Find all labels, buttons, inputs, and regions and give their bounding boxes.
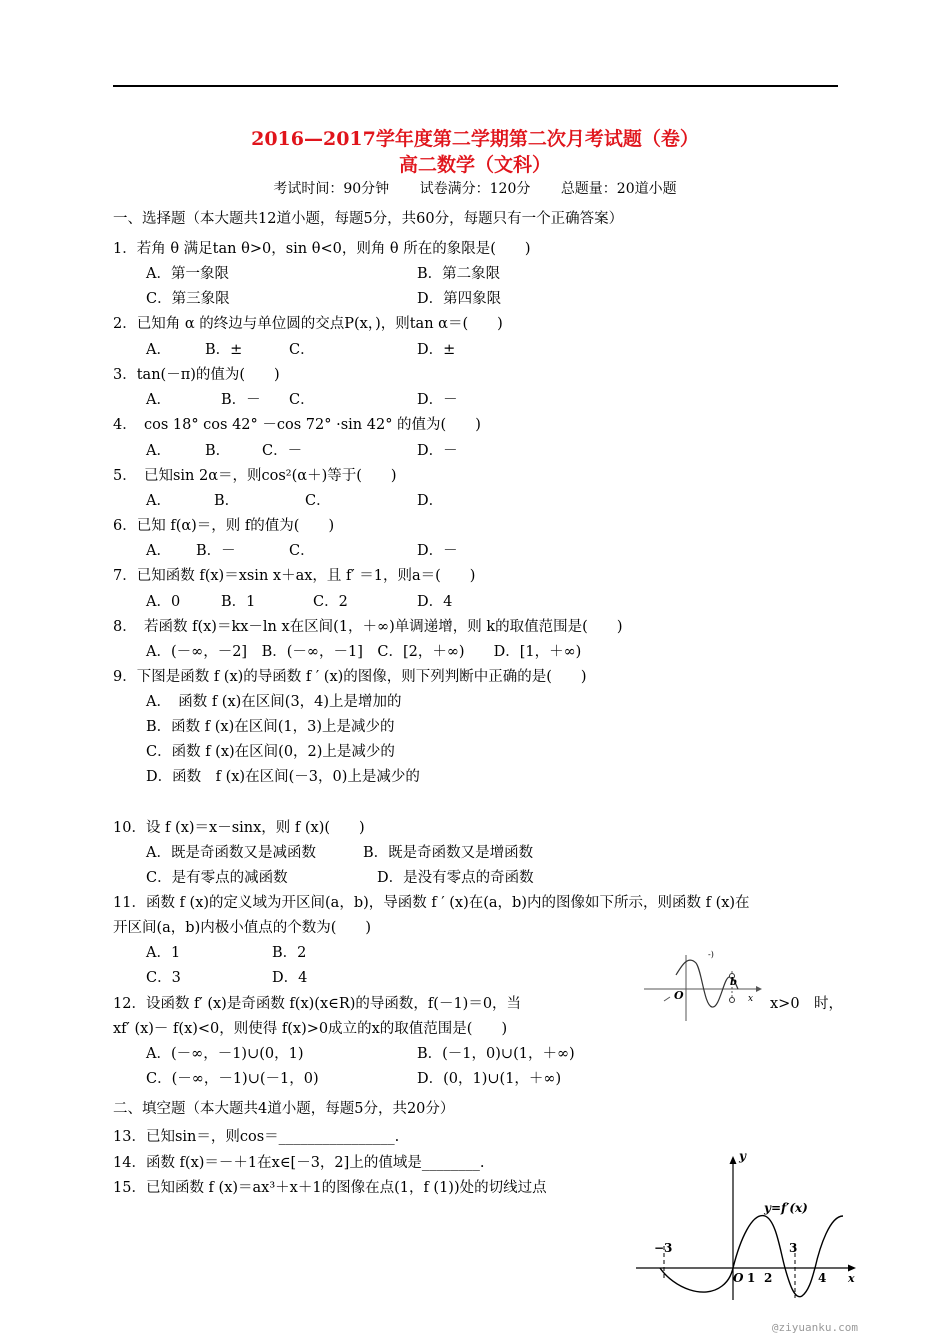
q1-option-b: B．第二象限 xyxy=(417,266,501,282)
question-11: 11．函数 f (x)的定义域为开区间(a，b)，导函数 f ′ (x)在(a，b)内的图像如下所示，则函数 f (x)在 xyxy=(113,895,750,911)
q11-left-tick xyxy=(664,997,670,1001)
exam-title: 2016—2017学年度第二学期第二次月考试题（卷） xyxy=(251,128,699,150)
exam-info xyxy=(0,178,950,198)
q2-option-c: C． xyxy=(289,342,315,358)
q9-option-b: B．函数 f (x)在区间(1，3)上是减少的 xyxy=(146,719,395,735)
question-8: 8． 若函数 f(x)＝kx－ln x在区间(1，＋∞)单调递增，则 k的取值范围是( ) xyxy=(113,619,623,635)
q7-option-d: D．4 xyxy=(417,594,453,610)
q5-option-a: A． xyxy=(146,493,171,509)
question-4: 4． cos 18° cos 42° －cos 72° ·sin 42° 的值为( ) xyxy=(113,417,481,433)
q11-option-c: C．3 xyxy=(146,970,181,986)
question-6: 6．已知 f(α)＝，则 f的值为( ) xyxy=(113,518,335,534)
section-2-heading: 二、填空题（本大题共4道小题，每题5分，共20分） xyxy=(113,1101,455,1117)
question-12: 12．设函数 f′ (x)是奇函数 f(x)(x∈R)的导函数，f(－1)＝0，当 xyxy=(113,996,522,1012)
question-2: 2．已知角 α 的终边与单位圆的交点P(x，)，则tan α＝( ) xyxy=(113,316,503,332)
question-5: 5． 已知sin 2α＝，则cos²(α＋)等于( ) xyxy=(113,468,397,484)
question-10: 10．设 f (x)＝x－sinx，则 f (x)( ) xyxy=(113,820,365,836)
q11-derivative-graph xyxy=(640,945,770,1025)
q9-option-d: D．函数 f (x)在区间(－3，0)上是减少的 xyxy=(146,769,420,785)
q11-top-label: -) xyxy=(708,950,714,959)
q10-option-c: C．是有零点的减函数 xyxy=(146,870,288,886)
q7-option-c: C．2 xyxy=(313,594,348,610)
q5-option-c: C． xyxy=(305,493,331,509)
question-11-cont: 开区间(a，b)内极小值点的个数为( ) xyxy=(113,920,372,936)
tick-4: 4 xyxy=(818,1271,827,1285)
q1-option-c: C．第三象限 xyxy=(146,291,230,307)
q3-option-d: D．－ xyxy=(417,392,458,408)
q10-option-a: A．既是奇函数又是减函数 xyxy=(146,845,316,861)
question-1: 1．若角 θ 满足tan θ>0，sin θ<0，则角 θ 所在的象限是( ) xyxy=(113,241,531,257)
q4-option-c: C．－ xyxy=(262,443,303,459)
q11-x-arrow xyxy=(756,986,762,992)
q12-option-d: D．(0，1)∪(1，＋∞) xyxy=(417,1071,562,1087)
q11-b-label: b xyxy=(730,977,737,988)
question-9: 9．下图是函数 f (x)的导函数 f ′ (x)的图像，则下列判断中正确的是( ) xyxy=(113,669,587,685)
q2-option-a: A． xyxy=(146,342,171,358)
q11-option-d: D．4 xyxy=(272,970,308,986)
q2-option-b: B．± xyxy=(205,342,243,358)
q12-option-c: C．(－∞，－1)∪(－1，0) xyxy=(146,1071,319,1087)
y-axis-arrow xyxy=(730,1156,737,1164)
watermark: @ziyuanku.com xyxy=(771,1321,858,1334)
q11-open-point-bottom xyxy=(730,998,735,1003)
q11-x-label: x xyxy=(748,994,754,1004)
q3-option-c: C． xyxy=(289,392,315,408)
exam-subtitle: 高二数学（文科） xyxy=(398,154,551,176)
q1-option-d: D．第四象限 xyxy=(417,291,502,307)
question-12-cont: xf′ (x)－ f(x)<0，则使得 f(x)>0成立的x的取值范围是( ) xyxy=(113,1021,508,1037)
question-14: 14．函数 f(x)＝－＋1在x∈[－3，2]上的值域是________. xyxy=(113,1155,485,1171)
q4-option-d: D．－ xyxy=(417,443,458,459)
q8-options: A．(－∞，－2] B．(－∞，－1] C．[2，＋∞) D．[1，＋∞) xyxy=(146,644,582,660)
tick-1: 1 xyxy=(747,1271,756,1285)
q10-option-d: D．是没有零点的奇函数 xyxy=(377,870,534,886)
x-axis-label: x xyxy=(848,1272,855,1285)
q9-derivative-graph xyxy=(630,1150,865,1310)
tick-minus-3: −3 xyxy=(654,1241,673,1255)
q5-option-d: D． xyxy=(417,493,444,509)
y-axis-label: y xyxy=(739,1150,746,1163)
question-3: 3．tan(－π)的值为( ) xyxy=(113,367,280,383)
q6-option-d: D．－ xyxy=(417,543,458,559)
q12-option-a: A．(－∞，－1)∪(0，1) xyxy=(146,1046,304,1062)
section-1-heading: 一、选择题（本大题共12道小题，每题5分，共60分，每题只有一个正确答案） xyxy=(113,211,624,227)
q2-option-d: D．± xyxy=(417,342,456,358)
total-questions: 总题量：20道小题 xyxy=(560,181,677,197)
q1-option-a: A．第一象限 xyxy=(146,266,229,282)
q6-option-a: A． xyxy=(146,543,171,559)
q6-option-b: B．－ xyxy=(196,543,236,559)
q11-option-b: B．2 xyxy=(272,945,307,961)
question-13: 13．已知sin＝，则cos＝________________. xyxy=(113,1129,400,1145)
tick-2: 2 xyxy=(764,1271,773,1285)
q5-option-b: B． xyxy=(214,493,240,509)
q9-option-a: A． 函数 f (x)在区间(3，4)上是增加的 xyxy=(146,694,402,710)
x-axis-arrow xyxy=(848,1265,856,1272)
curve-label: y=f′(x) xyxy=(764,1201,808,1215)
q12-option-b: B．(－1，0)∪(1，＋∞) xyxy=(417,1046,575,1062)
question-7: 7．已知函数 f(x)＝xsin x＋ax，且 f′ ＝1，则a＝( ) xyxy=(113,568,476,584)
origin-label: O xyxy=(733,1271,744,1285)
q11-origin-label: O xyxy=(674,989,684,1002)
q4-option-a: A． xyxy=(146,443,171,459)
q3-option-b: B．－ xyxy=(221,392,261,408)
q9-option-c: C．函数 f (x)在区间(0，2)上是减少的 xyxy=(146,744,395,760)
question-12-tail: x>0 时， xyxy=(770,996,844,1012)
q11-curve xyxy=(676,960,738,1007)
question-15: 15．已知函数 f (x)＝ax³＋x＋1的图像在点(1，f (1))处的切线过点 xyxy=(113,1180,547,1196)
q6-option-c: C． xyxy=(289,543,315,559)
q4-option-b: B． xyxy=(205,443,231,459)
tick-3: 3 xyxy=(789,1241,798,1255)
q7-option-a: A．0 xyxy=(146,594,181,610)
top-rule xyxy=(113,85,838,87)
full-marks: 试卷满分：120分 xyxy=(419,181,531,197)
q3-option-a: A． xyxy=(146,392,171,408)
q7-option-b: B．1 xyxy=(221,594,256,610)
q10-option-b: B．既是奇函数又是增函数 xyxy=(363,845,534,861)
exam-time: 考试时间：90分钟 xyxy=(273,181,390,197)
q11-option-a: A．1 xyxy=(146,945,181,961)
